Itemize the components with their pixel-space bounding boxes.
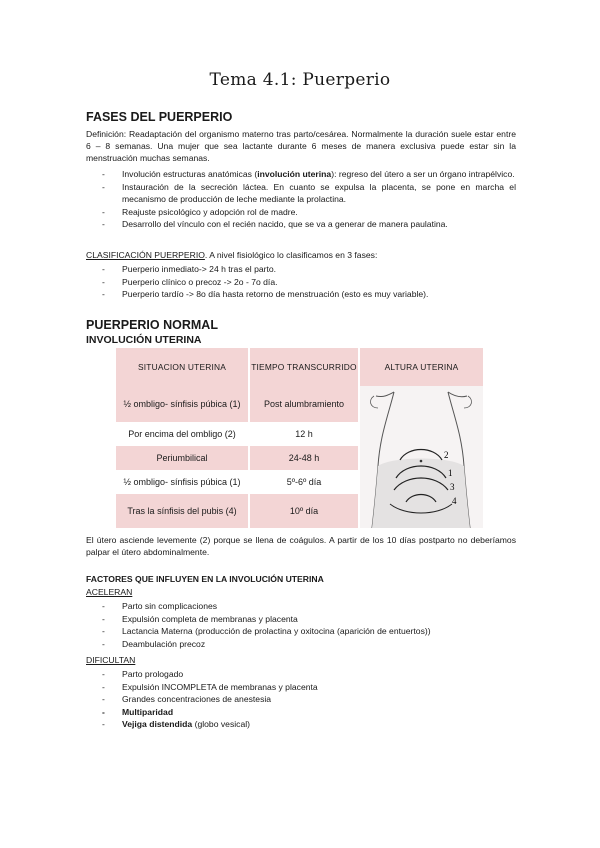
clasificacion-label: CLASIFICACIÓN PUERPERIO bbox=[86, 250, 205, 260]
factors-heading: FACTORES QUE INFLUYEN EN LA INVOLUCIÓN UTERINA bbox=[86, 574, 324, 584]
table-header: SITUACION UTERINA bbox=[116, 348, 248, 386]
table-header: ALTURA UTERINA bbox=[360, 348, 483, 386]
list-item: - Puerperio clínico o precoz -> 2o - 7o día. bbox=[86, 276, 516, 289]
breast-left bbox=[371, 396, 378, 408]
list-item: - Vejiga distendida (globo vesical) bbox=[86, 718, 516, 731]
list-item: - Deambulación precoz bbox=[86, 638, 516, 651]
aceleran-list bbox=[86, 600, 516, 650]
involucion-table bbox=[116, 348, 483, 528]
list-item: - Multiparidad bbox=[86, 706, 516, 719]
torso-shading bbox=[372, 459, 470, 529]
subheading-involucion: INVOLUCIÓN UTERINA bbox=[86, 334, 202, 346]
column-altura bbox=[360, 348, 483, 528]
breast-right bbox=[464, 396, 471, 408]
section-heading-fases: FASES DEL PUERPERIO bbox=[86, 110, 233, 124]
table-cell: 24-48 h bbox=[250, 446, 358, 470]
note-paragraph: El útero asciende levemente (2) porque se llena de coágulos. A partir de los 10 días postparto no deberíamos palpar el útero abdominalmente. bbox=[86, 535, 516, 558]
list-item: - Parto sin complicaciones bbox=[86, 600, 516, 613]
navel bbox=[420, 460, 423, 463]
table-cell: 10º día bbox=[250, 494, 358, 528]
list-item: - Expulsión INCOMPLETA de membranas y placenta bbox=[86, 681, 516, 694]
fases-list bbox=[86, 168, 516, 231]
aceleran-label: ACELERAN bbox=[86, 587, 133, 597]
table-cell: Periumbilical bbox=[116, 446, 248, 470]
table-cell: ½ ombligo- sínfisis púbica (1) bbox=[116, 470, 248, 494]
table-cell: 5º-6º día bbox=[250, 470, 358, 494]
figure-number: 4 bbox=[452, 496, 457, 506]
list-item: - Grandes concentraciones de anestesia bbox=[86, 693, 516, 706]
uterine-height-figure bbox=[360, 386, 483, 528]
clasificacion-line: CLASIFICACIÓN PUERPERIO. A nivel fisiológico lo clasificamos en 3 fases: bbox=[86, 250, 378, 260]
section-heading-normal: PUERPERIO NORMAL bbox=[86, 318, 218, 332]
list-item: - Puerperio tardío -> 8o día hasta retorno de menstruación (esto es muy variable). bbox=[86, 288, 516, 301]
list-item: - Reajuste psicológico y adopción rol de madre. bbox=[86, 206, 516, 219]
list-item: - Involución estructuras anatómicas (involución uterina): regreso del útero a ser un órgano intrapélvico. bbox=[86, 168, 516, 181]
page-title: Tema 4.1: Puerperio bbox=[209, 70, 391, 90]
table-cell: ½ ombligo- sínfisis púbica (1) bbox=[116, 386, 248, 422]
dificultan-label: DIFICULTAN bbox=[86, 655, 136, 665]
table-cell: Post alumbramiento bbox=[250, 386, 358, 422]
column-situacion bbox=[116, 348, 248, 528]
list-item: - Expulsión completa de membranas y placenta bbox=[86, 613, 516, 626]
table-cell: 12 h bbox=[250, 422, 358, 446]
definition-paragraph: Definición: Readaptación del organismo materno tras parto/cesárea. Normalmente la duración suele estar entre 6 – 8 semanas. Una mujer que sea lactante durante 6 meses de manera exclusiva puede estar sin la menstruación muchas semanas. bbox=[86, 129, 516, 164]
table-header: TIEMPO TRANSCURRIDO bbox=[250, 348, 358, 386]
list-item: - Instauración de la secreción láctea. En cuanto se expulsa la placenta, se pone en marcha el mecanismo de producción de leche mediante la prolactina. bbox=[86, 181, 516, 206]
column-tiempo bbox=[250, 348, 358, 528]
list-item: - Parto prologado bbox=[86, 668, 516, 681]
uterus-level-2 bbox=[400, 450, 442, 461]
list-item: - Lactancia Materna (producción de prolactina y oxitocina (aparición de entuertos)) bbox=[86, 625, 516, 638]
table-cell: Tras la sínfisis del pubis (4) bbox=[116, 494, 248, 528]
list-item: - Puerperio inmediato-> 24 h tras el parto. bbox=[86, 263, 516, 276]
table-cell: Por encima del ombligo (2) bbox=[116, 422, 248, 446]
dificultan-list bbox=[86, 668, 516, 731]
figure-number: 1 bbox=[448, 468, 453, 478]
torso-outline bbox=[376, 392, 467, 397]
figure-number: 2 bbox=[444, 450, 449, 460]
figure-number: 3 bbox=[450, 482, 455, 492]
clasificacion-list bbox=[86, 263, 516, 301]
list-item: - Desarrollo del vínculo con el recién nacido, que se va a generar de manera paulatina. bbox=[86, 218, 516, 231]
